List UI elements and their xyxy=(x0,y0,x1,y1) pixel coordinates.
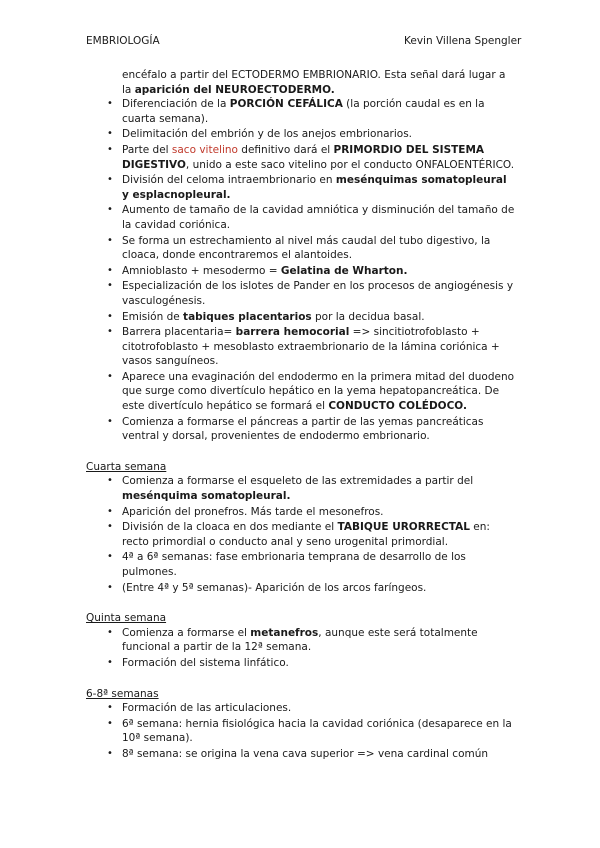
bullet-list xyxy=(86,626,516,671)
text-run: Aparición del pronefros. Más tarde el mesonefros. xyxy=(122,505,384,518)
list-item xyxy=(86,370,516,414)
text-run: Aumento de tamaño de la cavidad amniótica y disminución del tamaño de la cavidad coriónica. xyxy=(122,204,515,231)
section-heading: 6-8ª semanas xyxy=(86,687,159,700)
text-run: Barrera placentaria= xyxy=(122,326,236,339)
highlight-text: saco vitelino xyxy=(171,143,238,156)
text-run: Aparece una evaginación del endodermo en la primera mitad del duodeno que surge como divertículo hepático en la yema hepatopancreática. De este divertículo hepático se formará el xyxy=(122,370,515,413)
bold-text: aparición del NEUROECTODERMO. xyxy=(134,83,335,96)
list-item xyxy=(86,127,516,142)
text-run: Emisión de xyxy=(122,310,184,323)
header-subject: EMBRIOLOGÍA xyxy=(86,35,160,47)
bold-text: mesénquima somatopleural. xyxy=(122,490,291,503)
bullet-icon: • xyxy=(107,717,113,729)
bullet-icon: • xyxy=(107,415,113,427)
text-run: Delimitación del embrión y de los anejos embrionarios. xyxy=(122,128,412,141)
list-item xyxy=(86,143,516,172)
bullet-icon: • xyxy=(107,702,113,714)
bullet-list xyxy=(86,474,516,595)
text-run: Comienza a formarse el esqueleto de las extremidades a partir del xyxy=(122,475,474,488)
bullet-icon: • xyxy=(107,98,113,110)
list-item xyxy=(86,264,516,279)
bold-text: CONDUCTO COLÉDOCO. xyxy=(328,400,467,413)
bullet-icon: • xyxy=(107,747,113,759)
text-run: encéfalo a partir del ECTODERMO EMBRIONARIO. Esta señal dará lugar a la xyxy=(122,69,506,96)
list-item xyxy=(86,325,516,369)
section-heading: Quinta semana xyxy=(86,612,167,625)
bold-text: tabiques placentarios xyxy=(183,310,312,323)
list-item xyxy=(86,415,516,444)
document-body xyxy=(86,68,516,763)
bullet-icon: • xyxy=(107,551,113,563)
list-item xyxy=(86,701,516,716)
bullet-icon: • xyxy=(107,656,113,668)
header-author: Kevin Villena Spengler xyxy=(404,35,522,47)
list-item xyxy=(86,234,516,263)
list-item xyxy=(86,173,516,202)
text-run: Amnioblasto + mesodermo = xyxy=(122,264,281,277)
text-run: por la decidua basal. xyxy=(311,310,425,323)
text-run: Formación de las articulaciones. xyxy=(122,702,292,715)
bullet-icon: • xyxy=(107,310,113,322)
text-run: => sincitiotrofoblasto + citotrofoblasto + mesoblasto extraembrionario de la lámina coriónica + vasos sanguíneos. xyxy=(122,326,500,368)
bullet-icon: • xyxy=(107,581,113,593)
bullet-list xyxy=(86,97,516,444)
bullet-icon: • xyxy=(107,505,113,517)
bullet-icon: • xyxy=(107,128,113,140)
bullet-icon: • xyxy=(107,475,113,487)
bold-text: PORCIÓN CEFÁLICA xyxy=(229,98,343,111)
bold-text: barrera hemocorial xyxy=(235,326,350,339)
bold-text: metanefros xyxy=(250,626,319,639)
bullet-icon: • xyxy=(107,204,113,216)
text-run: Comienza a formarse el xyxy=(122,626,251,639)
list-item xyxy=(86,203,516,232)
text-run: División de la cloaca en dos mediante el xyxy=(122,521,338,534)
bullet-icon: • xyxy=(107,143,113,155)
bold-text: PRIMORDIO DEL SISTEMA DIGESTIVO xyxy=(122,143,485,171)
text-run: Formación del sistema linfático. xyxy=(122,656,289,669)
list-item xyxy=(86,550,516,579)
bullet-icon: • xyxy=(107,370,113,382)
text-run: definitivo dará el xyxy=(237,143,334,156)
text-run: en: recto primordial o conducto anal y seno urogenital primordial. xyxy=(122,521,490,548)
list-item xyxy=(86,656,516,671)
list-item xyxy=(86,97,516,126)
intro-paragraph xyxy=(86,68,516,97)
list-item xyxy=(86,505,516,520)
text-run: Se forma un estrechamiento al nivel más caudal del tubo digestivo, la cloaca, donde encontraremos el alantoides. xyxy=(122,234,491,262)
text-run: , unido a este saco vitelino por el conducto ONFALOENTÉRICO. xyxy=(185,158,515,171)
bold-text: Gelatina de Wharton. xyxy=(280,264,408,277)
bullet-icon: • xyxy=(107,326,113,338)
list-item xyxy=(86,747,516,762)
text-run: Diferenciación de la xyxy=(122,98,230,111)
list-item xyxy=(86,581,516,596)
text-run: (Entre 4ª y 5ª semanas)- Aparición de los arcos faríngeos. xyxy=(122,581,427,594)
list-item xyxy=(86,717,516,746)
text-run: 6ª semana: hernia fisiológica hacia la cavidad coriónica (desaparece en la 10ª semana). xyxy=(122,717,512,745)
text-run: , aunque este será totalmente funcional a partir de la 12ª semana. xyxy=(122,626,478,654)
list-item xyxy=(86,279,516,308)
list-item xyxy=(86,310,516,325)
section-heading: Cuarta semana xyxy=(86,460,167,473)
bold-text: mesénquimas somatopleural y esplacnopleural. xyxy=(122,174,507,201)
bullet-list xyxy=(86,701,516,761)
bold-text: TABIQUE URORRECTAL xyxy=(337,521,470,534)
bullet-icon: • xyxy=(107,234,113,246)
text-run: 4ª a 6ª semanas: fase embrionaria temprana de desarrollo de los pulmones. xyxy=(122,551,466,578)
bullet-icon: • xyxy=(107,264,113,276)
text-run: Especialización de los islotes de Pander en los procesos de angiogénesis y vasculogénesis. xyxy=(122,280,514,307)
text-run: División del celoma intraembrionario en xyxy=(122,174,336,187)
list-item xyxy=(86,474,516,503)
bullet-icon: • xyxy=(107,280,113,292)
list-item xyxy=(86,626,516,655)
bullet-icon: • xyxy=(107,626,113,638)
bullet-icon: • xyxy=(107,174,113,186)
text-run: Comienza a formarse el páncreas a partir de las yemas pancreáticas ventral y dorsal, provenientes de endodermo embrionario. xyxy=(122,415,484,443)
bullet-icon: • xyxy=(107,521,113,533)
text-run: 8ª semana: se origina la vena cava superior => vena cardinal común xyxy=(122,747,489,760)
list-item xyxy=(86,520,516,549)
text-run: Parte del xyxy=(122,143,172,156)
text-run: (la porción caudal es en la cuarta semana). xyxy=(122,98,485,125)
